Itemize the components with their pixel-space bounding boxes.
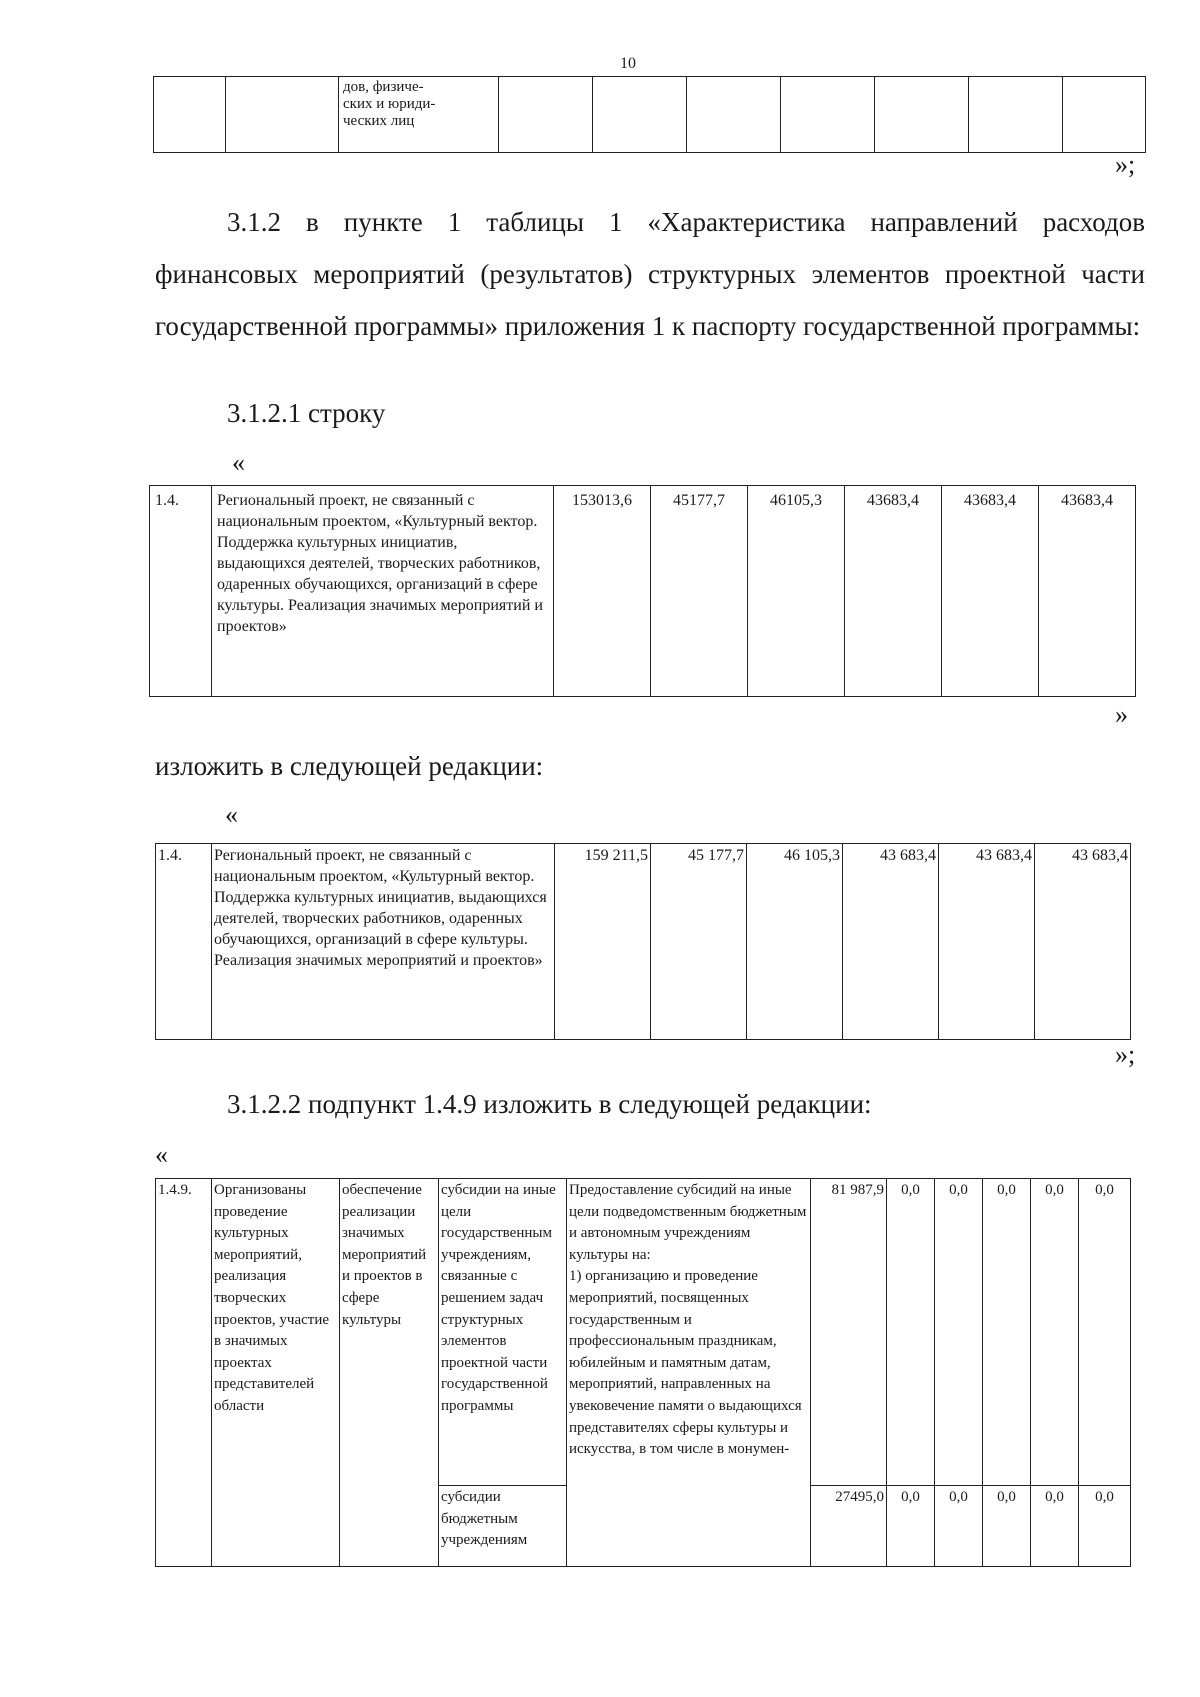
table-cell <box>875 77 969 153</box>
value-year: 0,0 <box>887 1486 935 1567</box>
table-cell <box>226 77 339 153</box>
paragraph-izlozhit: изложить в следующей редакции: <box>155 751 544 781</box>
value-total: 81 987,9 <box>811 1179 887 1486</box>
table-cell <box>969 77 1063 153</box>
value-total: 159 211,5 <box>555 844 651 1040</box>
closing-quote-2: » <box>1115 700 1128 729</box>
table-cell <box>499 77 593 153</box>
table-cell <box>154 77 226 153</box>
value-year: 43 683,4 <box>843 844 939 1040</box>
value-year: 0,0 <box>1031 1179 1079 1486</box>
value-year: 0,0 <box>1031 1486 1079 1567</box>
table-cell <box>687 77 781 153</box>
expense-type: субсидии бюджетным учреждениям <box>439 1486 567 1567</box>
opening-quote-3: « <box>155 1140 168 1169</box>
value-year: 0,0 <box>983 1179 1031 1486</box>
paragraph-3-1-2: 3.1.2 в пункте 1 таблицы 1 «Характеристика направлений расходов финансовых мероприятий (результатов) структурных элементов проектной части государственной программы» приложения 1 к паспорту государственной программы: <box>155 207 1145 341</box>
project-name: Региональный проект, не связанный с национальным проектом, «Культурный вектор. Поддержка культурных инициатив, выдающихся деятелей, творческих работников, одаренных обучающихся, организаций в сфере культуры. Реализация значимых мероприятий и проектов» <box>212 486 554 697</box>
page-number: 10 <box>620 55 636 72</box>
row-number: 1.4.9. <box>156 1179 212 1567</box>
expense-type: субсидии на иные цели государственным учреждениям, связанные с решением задач структурных элементов проектной части государственной программы <box>439 1179 567 1486</box>
expense-description: Предоставление субсидий на иные цели подведомственным бюджетным и автономным учреждениям культуры на: 1) организацию и проведение мероприятий, посвященных государственным и профессиональным праздникам, юбилейным и памятным датам, мероприятий, направленных на увековечение памяти о выдающихся представителях сферы культуры и искусства, в том числе в монумен- <box>567 1179 811 1567</box>
value-year: 0,0 <box>935 1486 983 1567</box>
value-year: 43683,4 <box>1039 486 1136 697</box>
opening-quote-2: « <box>225 800 238 829</box>
value-year: 43683,4 <box>942 486 1039 697</box>
value-year: 46 105,3 <box>747 844 843 1040</box>
table-cell <box>781 77 875 153</box>
activity-goal: обеспечение реализации значимых мероприятий и проектов в сфере культуры <box>340 1179 439 1567</box>
value-year: 43 683,4 <box>939 844 1035 1040</box>
table-fragment-top <box>153 76 1146 153</box>
row-number: 1.4. <box>156 844 212 1040</box>
value-total: 27495,0 <box>811 1486 887 1567</box>
value-year: 46105,3 <box>748 486 845 697</box>
value-year: 0,0 <box>887 1179 935 1486</box>
opening-quote-1: « <box>232 448 245 477</box>
value-year: 0,0 <box>1079 1179 1131 1486</box>
table-cell <box>1063 77 1146 153</box>
paragraph-3-1-2-1: 3.1.2.1 строку <box>227 398 386 428</box>
value-year: 43683,4 <box>845 486 942 697</box>
closing-quote-1: »; <box>1115 150 1136 179</box>
closing-quote-3: »; <box>1115 1040 1136 1069</box>
table-old-row <box>149 485 1136 697</box>
value-year: 0,0 <box>1079 1486 1131 1567</box>
value-year: 0,0 <box>983 1486 1031 1567</box>
table-subpoint-1-4-9 <box>155 1178 1131 1567</box>
value-year: 43 683,4 <box>1035 844 1131 1040</box>
table-cell: дов, физиче- ских и юриди- ческих лиц <box>339 77 499 153</box>
table-new-row <box>155 843 1131 1040</box>
table-cell <box>593 77 687 153</box>
activity-name: Организованы проведение культурных мероприятий, реализация творческих проектов, участие в значимых проектах представителей области <box>212 1179 340 1567</box>
value-year: 45177,7 <box>651 486 748 697</box>
project-name: Региональный проект, не связанный с национальным проектом, «Культурный вектор. Поддержка культурных инициатив, выдающихся деятелей, творческих работников, одаренных обучающихся, организаций в сфере культуры. Реализация значимых мероприятий и проектов» <box>212 844 555 1040</box>
value-total: 153013,6 <box>554 486 651 697</box>
value-year: 0,0 <box>935 1179 983 1486</box>
value-year: 45 177,7 <box>651 844 747 1040</box>
paragraph-3-1-2-2: 3.1.2.2 подпункт 1.4.9 изложить в следующей редакции: <box>227 1089 872 1119</box>
row-number: 1.4. <box>150 486 212 697</box>
